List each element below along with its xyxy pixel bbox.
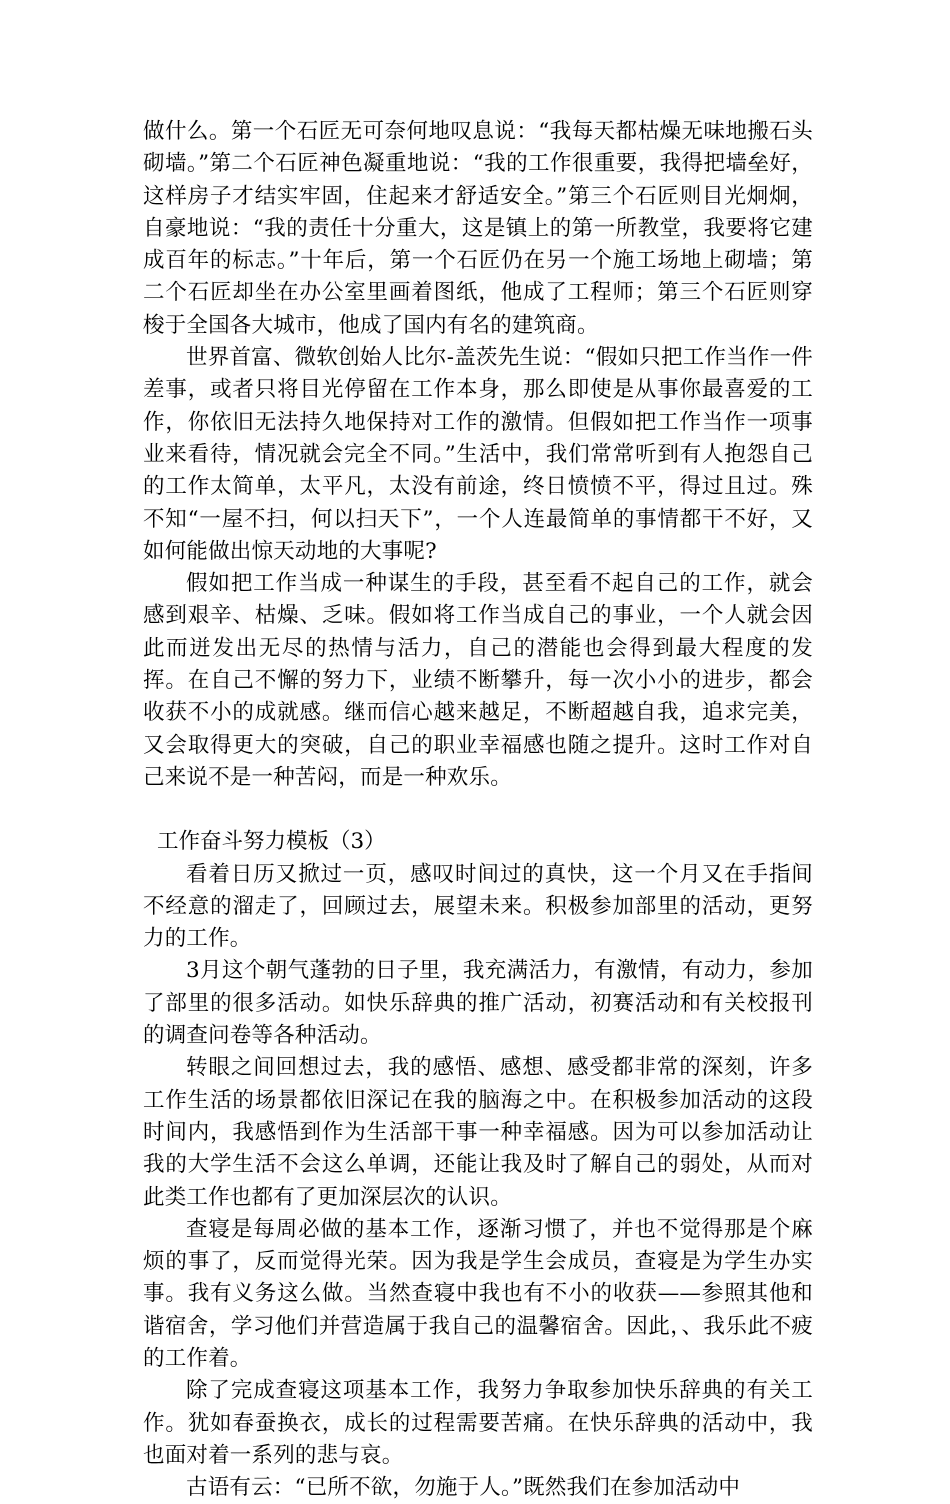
paragraph: 除了完成查寝这项基本工作，我努力争取参加快乐辞典的有关工作。犹如春蚕换衣，成长的过程需要苦痛。在快乐辞典的活动中，我也面对着一系列的悲与哀。 — [143, 1378, 813, 1468]
paragraph: 做什么。第一个石匠无可奈何地叹息说：“我每天都枯燥无味地搬石头砌墙。”第二个石匠神色凝重地说：“我的工作很重要，我得把墙垒好，这样房子才结实牢固，住起来才舒适安全。”第三个石匠则目光炯炯，自豪地说：“我的责任十分重大，这是镇上的第一所教堂，我要将它建成百年的标志。”十年后，第一个石匠仍在另一个施工场地上砌墙；第二个石匠却坐在办公室里画着图纸，他成了工程师；第三个石匠则穿梭于全国各大城市，他成了国内有名的建筑商。 — [143, 119, 813, 338]
section-heading: 工作奋斗努力模板（3） — [157, 829, 386, 855]
paragraph: 看着日历又掀过一页，感叹时间过的真快，这一个月又在手指间不经意的溜走了，回顾过去，展望未来。积极参加部里的活动，更努力的工作。 — [143, 861, 813, 952]
paragraph: 查寝是每周必做的基本工作，逐渐习惯了，并也不觉得那是个麻烦的事了，反而觉得光荣。因为我是学生会成员，查寝是为学生办实事。我有义务这么做。当然查寝中我也有不小的收获——参照其他和谐宿舍，学习他们并营造属于我自己的温馨宿舍。因此，、我乐此不疲的工作着。 — [143, 1216, 813, 1371]
paragraph: 假如把工作当成一种谋生的手段，甚至看不起自己的工作，就会感到艰辛、枯燥、乏味。假如将工作当成自己的事业，一个人就会因此而迸发出无尽的热情与活力，自己的潜能也会得到最大程度的发挥。在自己不懈的努力下，业绩不断攀升，每一次小小的进步，都会收获不小的成就感。继而信心越来越足，不断超越自我，追求完美，又会取得更大的突破，自己的职业幸福感也随之提升。这时工作对自己来说不是一种苦闷，而是一种欢乐。 — [143, 571, 813, 790]
paragraph: 转眼之间回想过去，我的感悟、感想、感受都非常的深刻，许多工作生活的场景都依旧深记在我的脑海之中。在积极参加活动的这段时间内，我感悟到作为生活部干事一种幸福感。因为可以参加活动让我的大学生活不会这么单调，还能让我及时了解自己的弱处，从而对此类工作也都有了更加深层次的认识。 — [143, 1055, 813, 1210]
paragraph: 世界首富、微软创始人比尔-盖茨先生说：“假如只把工作当作一件差事，或者只将目光停留在工作本身，那么即使是从事你最喜爱的工作，你依旧无法持久地保持对工作的激情。但假如把工作当作一项事业来看待，情况就会完全不同。”生活中，我们常常听到有人抱怨自己的工作太简单，太平凡，太没有前途，终日愤愤不平，得过且过。殊不知“一屋不扫，何以扫天下”，一个人连最简单的事情都干不好，又如何能做出惊天动地的大事呢? — [143, 345, 813, 564]
paragraph: 古语有云：“已所不欲，勿施于人。”既然我们在参加活动中 — [186, 1475, 741, 1501]
section-spacer — [143, 794, 813, 826]
document-page — [143, 116, 813, 1504]
paragraph: 3月这个朝气蓬勃的日子里，我充满活力，有激情，有动力，参加了部里的很多活动。如快乐辞典的推广活动，初赛活动和有关校报刊的调查问卷等各种活动。 — [143, 958, 813, 1049]
